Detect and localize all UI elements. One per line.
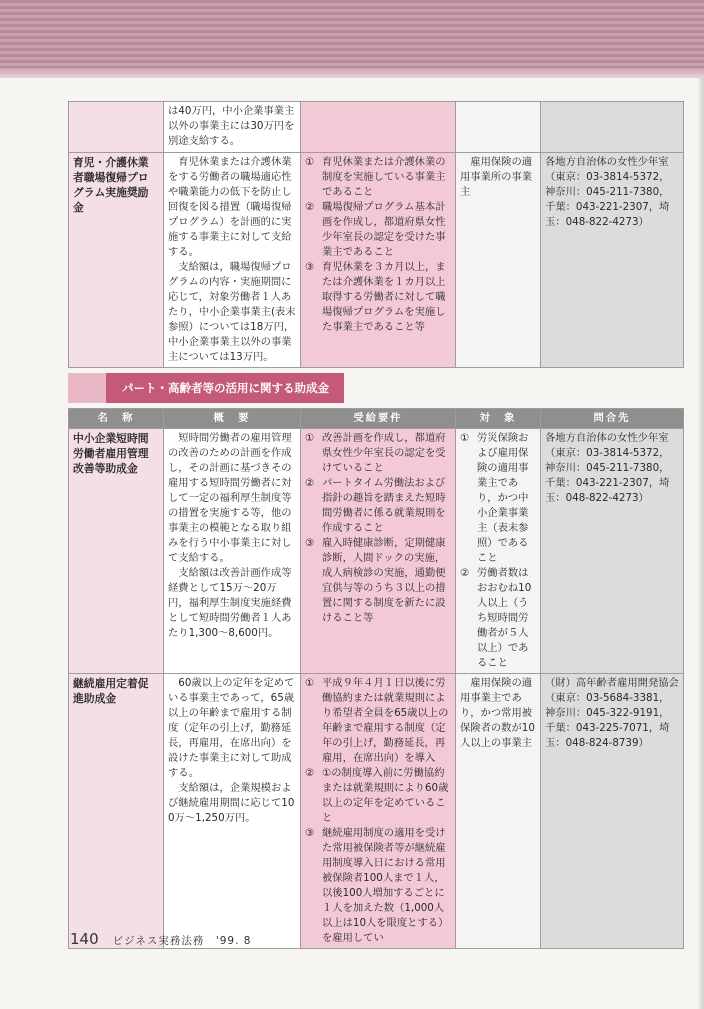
page-footer (70, 930, 251, 948)
target-text: 雇用保険の適用事業所の事業主 (460, 156, 533, 198)
target-cell (456, 102, 541, 153)
desc-cell (164, 153, 301, 368)
item-number: ③ (305, 261, 315, 273)
req-cell (301, 102, 456, 153)
desc-text: 育児休業または介護休業をする労働者の職場適応性や職業能力の低下を防止し回復を図る措置（職場復帰プログラム）を計画的に実施する事業主に対して支給する。 (168, 156, 292, 258)
section-title: パート・高齢者等の活用に関する助成金 (122, 381, 329, 395)
magazine-name: ビジネス実務法務 '99. 8 (112, 935, 252, 947)
desc-cell (164, 429, 301, 674)
item-number: ② (460, 567, 470, 579)
item-text: 育児休業を３カ月以上，または介護休業を１カ月以上取得する労働者に対して職場復帰プログラムを実施した事業主であること等 (322, 261, 446, 333)
item-text: 労働者数はおおむね10人以上（うち短時間労働者が５人以上）であること (477, 567, 532, 669)
page-number: 140 (70, 930, 99, 948)
contact-cell: （財）高年齢者雇用開発協会（東京：03-5684-3381，神奈川：045-322-9191，千葉：043-225-7071，埼玉：048-824-8739） (541, 674, 684, 949)
req-item (305, 155, 451, 200)
header-band (0, 0, 704, 78)
item-number: ③ (305, 537, 315, 549)
contact-cell (541, 102, 684, 153)
item-number: ① (305, 156, 315, 168)
desc-text: 支給額は，企業規模および継続雇用期間に応じて100万～1,250万円。 (168, 782, 295, 824)
table-row (69, 674, 684, 949)
item-number: ① (305, 432, 315, 444)
req-item (305, 260, 451, 335)
name-cell: 継続雇用定着促進助成金 (69, 674, 164, 949)
name-cell: 中小企業短時間労働者雇用管理改善等助成金 (69, 429, 164, 674)
item-text: ①の制度導入前に労働協約または就業規則により60歳以上の定年を定めていること (322, 767, 449, 824)
desc-cell (164, 102, 301, 153)
table-row (69, 153, 684, 368)
header-req: 受給要件 (301, 409, 456, 429)
item-text: 継続雇用制度の適用を受けた常用被保険者等が継続雇用制度導入日における常用被保険者100人まで１人，以後100人増加するごとに１人を加えた数（1,000人以上は10人を限度とする）を雇用してい (322, 827, 449, 944)
item-number: ③ (305, 827, 315, 839)
header-target: 対 象 (456, 409, 541, 429)
item-text: 改善計画を作成し，都道府県女性少年室長の認定を受けていること (322, 432, 446, 474)
req-item (305, 431, 451, 476)
header-contact: 問合先 (541, 409, 684, 429)
contact-cell: 各地方自治体の女性少年室（東京：03-3814-5372，神奈川：045-211-7380，千葉：043-221-2307，埼玉：048-822-4273） (541, 429, 684, 674)
item-number: ① (305, 677, 315, 689)
name-cell: 育児・介護休業者職場復帰プログラム実施奨励金 (69, 153, 164, 368)
req-cell (301, 153, 456, 368)
desc-text: は40万円，中小企業事業主以外の事業主には30万円を別途支給する。 (168, 105, 295, 147)
item-number: ② (305, 767, 315, 779)
target-text: 雇用保険の適用事業主であり，かつ常用被保険者の数が10人以上の事業主 (460, 677, 535, 749)
target-cell (456, 429, 541, 674)
item-number: ② (305, 477, 315, 489)
req-cell (301, 674, 456, 949)
item-number: ② (305, 201, 315, 213)
req-item (305, 676, 451, 766)
req-cell (301, 429, 456, 674)
header-desc: 概 要 (164, 409, 301, 429)
target-cell (456, 153, 541, 368)
subsidy-table-2 (68, 408, 684, 949)
item-number: ① (460, 432, 470, 444)
desc-cell (164, 674, 301, 949)
item-text: パートタイム労働法および指針の趣旨を踏まえた短時間労働者に係る就業規則を作成すること (322, 477, 446, 534)
desc-text: 支給額は改善計画作成等経費として15万～20万円，福利厚生制度実施経費として短時間労働者１人あたり1,300～8,600円。 (168, 567, 292, 639)
section-heading (68, 373, 344, 403)
item-text: 平成９年４月１日以後に労働協約または就業規則により希望者全員を65歳以上の年齢まで雇用する制度（定年の引上げ，勤務延長，再雇用，在席出向）を導入 (322, 677, 449, 764)
target-item (460, 566, 536, 671)
contact-cell: 各地方自治体の女性少年室（東京：03-3814-5372，神奈川：045-211-7380，千葉：043-221-2307，埼玉：048-822-4273） (541, 153, 684, 368)
page-gutter (698, 78, 704, 1009)
req-item (305, 766, 451, 826)
req-item (305, 476, 451, 536)
desc-text: 支給額は，職場復帰プログラムの内容・実施期間に応じて，対象労働者１人あたり，中小企業事業主(表末参照）については18万円，中小企業事業主以外の事業主については13万円。 (168, 261, 296, 363)
table-row (69, 429, 684, 674)
header-name: 名 称 (69, 409, 164, 429)
req-item (305, 200, 451, 260)
item-text: 職場復帰プログラム基本計画を作成し，都道府県女性少年室長の認定を受けた事業主であること (322, 201, 446, 258)
req-item (305, 826, 451, 946)
req-item (305, 536, 451, 626)
desc-text: 短時間労働者の雇用管理の改善のための計画を作成し，その計画に基づきその雇用する短時間労働者に対して一定の福利厚生制度等の措置を実施する等，他の事業主の模範となる取り組みを行う中小事業主に対して支給する。 (168, 432, 292, 564)
target-cell (456, 674, 541, 949)
target-item (460, 431, 536, 566)
desc-text: 60歳以上の定年を定めている事業主であって，65歳以上の年齢まで雇用する制度（定年の引上げ，勤務延長，再雇用，在席出向）を設けた事業主に対して助成する。 (168, 677, 295, 779)
item-text: 雇入時健康診断，定期健康診断，人間ドックの実施，成人病検診の実施，通勤便宜供与等のうち３以上の措置に関する制度を新たに設けること等 (322, 537, 446, 624)
item-text: 育児休業または介護休業の制度を実施している事業主であること (322, 156, 446, 198)
table-row (69, 102, 684, 153)
item-text: 労災保険および雇用保険の適用事業主であり，かつ中小企業事業主（表末参照）であること (477, 432, 529, 564)
header-row (69, 409, 684, 429)
subsidy-table-1 (68, 101, 684, 368)
name-cell (69, 102, 164, 153)
